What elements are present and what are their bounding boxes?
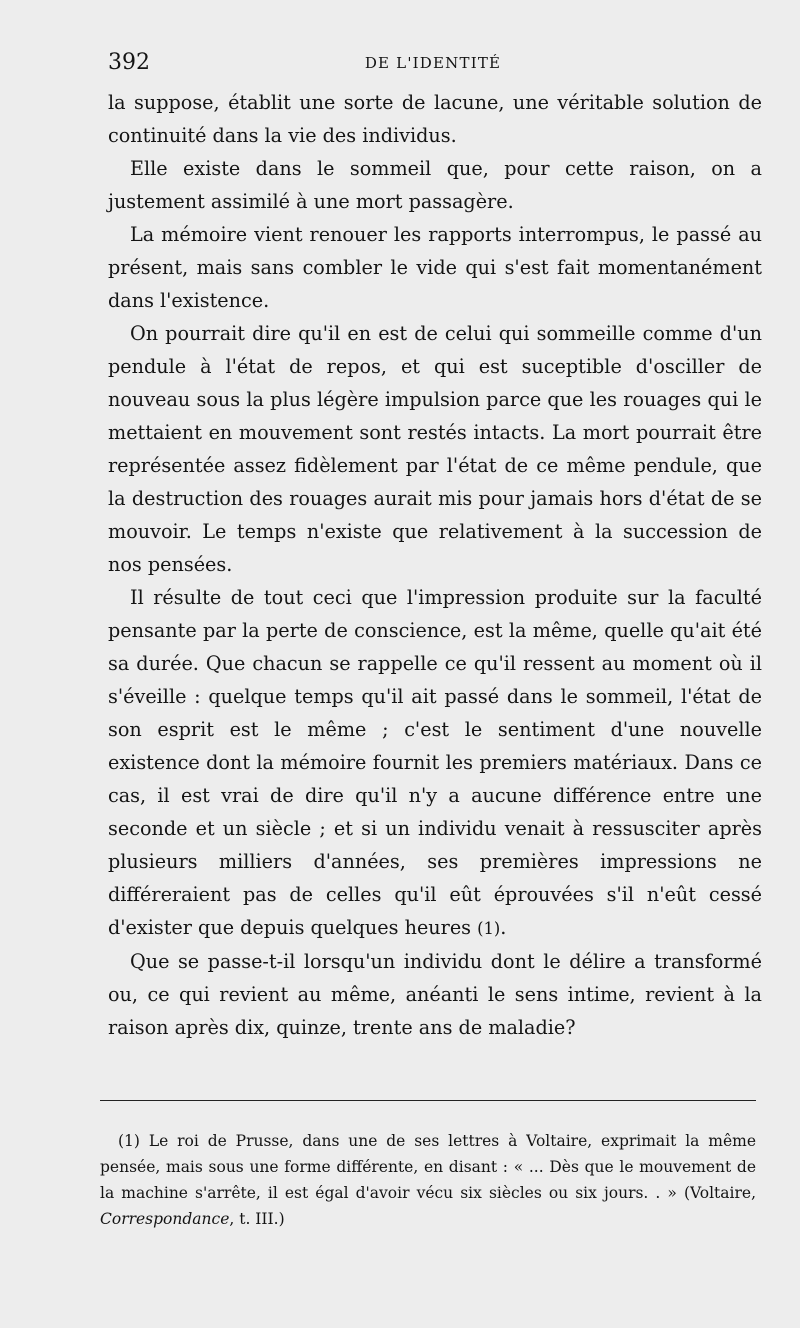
footnote-italic-title: Correspondance: [100, 1210, 230, 1228]
footnote: [100, 1128, 756, 1232]
paragraph: La mémoire vient renouer les rapports interrompus, le passé au présent, mais sans combler le vide qui s'est fait momentanément dans l'existence.: [108, 223, 762, 312]
paragraph: Que se passe-t-il lorsqu'un individu dont le délire a transformé ou, ce qui revient au même, anéanti le sens intime, revient à la raison après dix, quinze, trente ans de maladie?: [108, 950, 762, 1039]
footnote-paragraph: [100, 1128, 756, 1232]
paragraph-text: Il résulte de tout ceci que l'impression produite sur la faculté pensante par la perte de conscience, est la même, quelle qu'ait été sa durée. Que chacun se rappelle ce qu'il ressent au moment où il s'éveille : quelque temps qu'il ait passé dans le sommeil, l'état de son esprit est le même ; c'est le sentiment d'une nouvelle existence dont la mémoire fournit les premiers matériaux. Dans ce cas, il est vrai de dire qu'il n'y a aucune différence entre une seconde et un siècle ; et si un individu venait à ressusciter après plusieurs milliers d'années, ses premières impressions ne différeraient pas de celles qu'il eût éprouvées s'il n'eût cessé d'exister que depuis quelques heures: [108, 586, 762, 939]
paragraph: la suppose, établit une sorte de lacune, une véritable solution de continuité dans la vie des individus.: [108, 91, 762, 147]
paragraph-with-footnote: [108, 581, 762, 945]
paragraph-end: .: [500, 916, 507, 939]
footnote-divider: [100, 1100, 756, 1101]
main-text: [108, 86, 762, 1044]
page-header: [108, 50, 758, 80]
paragraph: Elle existe dans le sommeil que, pour cette raison, on a justement assimilé à une mort passagère.: [108, 157, 762, 213]
footnote-marker: (1): [118, 1132, 140, 1150]
footnote-reference[interactable]: (1): [477, 919, 501, 938]
running-title: DE L'IDENTITÉ: [364, 54, 502, 72]
footnote-text: Le roi de Prusse, dans une de ses lettres à Voltaire, exprimait la même pensée, mais sous une forme différente, en disant : « ... Dès que le mouvement de la machine s'arrête, il est égal d'avoir vécu six siècles ou six jours. . » (Voltaire,: [100, 1132, 756, 1202]
footnote-tail: , t. III.): [229, 1210, 285, 1228]
page-number: 392: [108, 50, 150, 75]
paragraph: On pourrait dire qu'il en est de celui qui sommeille comme d'un pendule à l'état de repos, et qui est suceptible d'osciller de nouveau sous la plus légère impulsion parce que les rouages qui le mettaient en mouvement sont restés intacts. La mort pourrait être représentée assez fidèlement par l'état de ce même pendule, que la destruction des rouages aurait mis pour jamais hors d'état de se mouvoir. Le temps n'existe que relativement à la succession de nos pensées.: [108, 322, 762, 576]
